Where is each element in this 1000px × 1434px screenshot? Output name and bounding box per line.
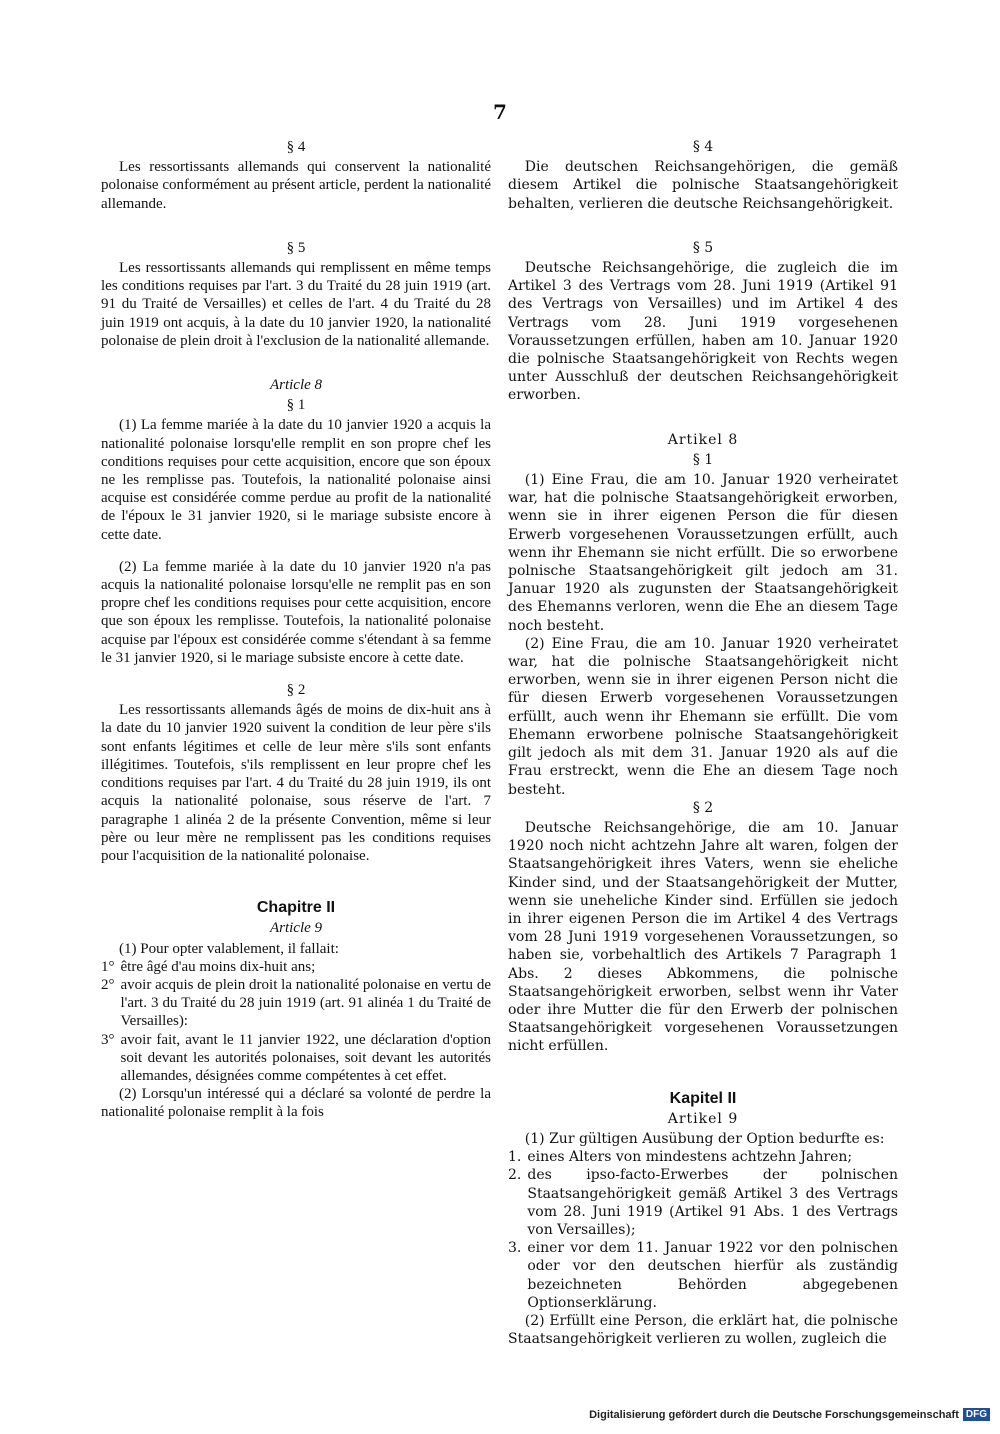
section-title: § 5 (692, 239, 714, 256)
section-title: § 5 (286, 239, 306, 256)
list-item-text: être âgé d'au moins dix-huit ans; (120, 958, 316, 975)
chapter-title: Chapitre II (256, 899, 336, 917)
digitization-footer (560, 1408, 990, 1421)
paragraph: (2) La femme mariée à la date du 10 janvier 1920 n'a pas acquis la nationalité polonaise lorsqu'elle ne remplit pas en son propre chef les conditions requises pour cette acquisition, encore que son époux les remplisse. Toutefois, la nationalité polonaise acquise par l'époux est considérée comme s'étendant à sa femme le 31 janvier 1920, si le mariage subsiste encore à cette date. (101, 558, 491, 666)
paragraph: Deutsche Reichsangehörige, die zugleich die im Artikel 3 des Vertrags vom 28. Juni 1919 (Artikel 91 des Vertrags von Versailles) und im Artikel 4 des Vertrags vom 28. Juni 1919 vorgesehenen Voraussetzungen erfüllen, haben am 10. Januar 1920 die polnische Staatsangehörigkeit von Rechts wegen unter Ausschluß der deutschen Reichsangehörigkeit erworben. (508, 260, 898, 404)
article-title: Article 8 (269, 377, 323, 394)
article-title: Artikel 9 (667, 1110, 739, 1127)
list-item-number: 2. (508, 1167, 522, 1184)
list-item (508, 1239, 898, 1312)
section-title: § 2 (286, 682, 306, 699)
list-item-number: 1. (508, 1149, 522, 1166)
list-item (101, 1031, 491, 1086)
footer-text: Digitalisierung gefördert durch die Deutsche Forschungsgemeinschaft (589, 1408, 959, 1421)
french-column (101, 138, 491, 1122)
list-item-text: eines Alters von mindestens achtzehn Jahren; (527, 1149, 853, 1166)
paragraph: (1) La femme mariée à la date du 10 janvier 1920 a acquis la nationalité polonaise lorsqu'elle remplit en son propre chef les conditions requises pour cette acquisition, encore que son époux ne les remplisse pas. Toutefois, la nationalité polonaise ainsi acquise est considérée comme perdue au profit de la nationalité de l'époux le 31 janvier 1920, si le mariage subsiste encore à cette date. (101, 417, 491, 543)
paragraph: (1) Zur gültigen Ausübung der Option bedurfte es: (524, 1130, 885, 1147)
paragraph: Die deutschen Reichsangehörigen, die gemäß diesem Artikel die polnische Staatsangehörigkeit behalten, verlieren die deutsche Reichsangehörigkeit. (508, 159, 898, 212)
paragraph: Deutsche Reichsangehörige, die am 10. Januar 1920 noch nicht achtzehn Jahre alt waren, folgen der Staatsangehörigkeit ihres Vaters, wenn sie eheliche Kinder sind, und der Staatsangehörigkeit der Mutter, wenn sie uneheliche Kinder sind. Erfüllen sie jedoch in ihrer eigenen Person die im Artikel 4 des Vertrags vom 28 Juni 1919 vorgesehenen Voraussetzungen, so haben sie, vorbehaltlich des Artikels 7 Paragraph 1 Abs. 2 dieses Abkommens, die polnische Staatsangehörigkeit erworben, selbst wenn ihr Vater oder ihre Mutter die für den Erwerb der polnischen Staatsangehörigkeit vorgesehenen Voraussetzungen nicht erfüllen. (508, 819, 898, 1055)
list-item-text: avoir acquis de plein droit la nationalité polonaise en vertu de l'art. 3 du Traité du 28 juin 1919 (art. 91 alinéa 1 du Traité de Versailles): (120, 976, 491, 1030)
paragraph: Les ressortissants allemands qui conservent la nationalité polonaise conformément au présent article, perdent la nationalité allemande. (101, 159, 491, 212)
paragraph: (2) Lorsqu'un intéressé qui a déclaré sa volonté de perdre la nationalité polonaise remplit à la fois (101, 1086, 491, 1121)
paragraph: (2) Erfüllt eine Person, die erklärt hat, die polnische Staatsangehörigkeit verlieren zu wollen, zugleich die (508, 1312, 898, 1348)
list-item-text: avoir fait, avant le 11 janvier 1922, une déclaration d'option soit devant les autorités polonaises, soit devant les autorités allemandes, désignées comme compétentes à cet effet. (120, 1031, 491, 1084)
list-item (101, 976, 491, 1031)
paragraph: (1) Eine Frau, die am 10. Januar 1920 verheiratet war, hat die polnische Staatsangehörigkeit erworben, wenn sie in ihrer eigenen Person die für diesen Erwerb vorgesehenen Voraussetzungen erfüllt, auch wenn ihr Ehemann sie nicht erfüllt. Die so erworbene polnische Staatsangehörigkeit gilt jedoch am 31. Januar 1920 als zugunsten der Staatsangehörigkeit des Ehemanns verloren, wenn die Ehe an diesem Tage noch besteht. (508, 472, 898, 634)
list-item (508, 1166, 898, 1239)
paragraph: (1) Pour opter valablement, il fallait: (119, 940, 339, 957)
paragraph: (2) Eine Frau, die am 10. Januar 1920 verheiratet war, hat die polnische Staatsangehörigkeit nicht erworben, wenn sie in ihrer eigenen Person nicht die für diesen Erwerb vorgesehenen Voraussetzungen erfüllt, auch wenn ihr Ehemann sie erfüllt. Die vom Ehemann erworbene polnische Staatsangehörigkeit gilt jedoch als mit dem 31. Januar 1920 als auf die Frau erstreckt, wenn die Ehe an diesem Tage noch besteht. (508, 635, 898, 798)
section-title: § 4 (692, 139, 714, 155)
list-item-number: 3° (101, 1031, 115, 1048)
section-title: § 4 (286, 139, 306, 155)
dfg-logo: DFG (963, 1408, 990, 1421)
paragraph: Les ressortissants allemands âgés de moins de dix-huit ans à la date du 10 janvier 1920 suivent la condition de leur père s'ils sont enfants légitimes et celle de leur mère s'ils sont enfants illégitimes. Toutefois, s'ils remplissent en leur propre chef les conditions requises par l'art. 4 du Traité du 28 juin 1919, ils ont acquis la nationalité polonaise, sous réserve de l'art. 7 paragraphe 1 alinéa 2 de la présente Convention, même si leur père ou leur mère ne remplissent pas les conditions requises pour l'acquisition de la nationalité polonaise. (101, 702, 491, 864)
list-item-number: 2° (101, 976, 115, 993)
section-title: § 1 (286, 397, 306, 414)
section-title: § 2 (692, 799, 714, 816)
list-item-text: einer vor dem 11. Januar 1922 vor den polnischen oder vor den deutschen hierfür als zuständig bezeichneten Behörden abgegebenen Optionserklärung. (527, 1240, 898, 1311)
section-title: § 1 (692, 451, 714, 468)
list-item-text: des ipso-facto-Erwerbes der polnischen Staatsangehörigkeit gemäß Artikel 3 des Vertrags vom 28. Juni 1919 (Artikel 91 Abs. 1 des Vertrags von Versailles); (527, 1167, 898, 1238)
paragraph: Les ressortissants allemands qui remplissent en même temps les conditions requises par l'art. 3 du Traité du 28 juin 1919 (art. 91 du Traité de Versailles) et celles de l'art. 4 du Traité du 28 juin 1919 ont acquis, à la date du 10 janvier 1920, la nationalité polonaise de plein droit à l'exclusion de la nationalité allemande. (101, 260, 491, 349)
page-number: 7 (493, 100, 507, 124)
article-title: Artikel 8 (667, 431, 739, 448)
german-column (508, 138, 898, 1348)
article-title: Article 9 (269, 920, 323, 937)
list-item-number: 3. (508, 1240, 522, 1257)
list-item (101, 958, 491, 976)
list-item-number: 1° (101, 958, 115, 975)
list-item (508, 1148, 898, 1166)
chapter-title: Kapitel II (669, 1089, 737, 1107)
